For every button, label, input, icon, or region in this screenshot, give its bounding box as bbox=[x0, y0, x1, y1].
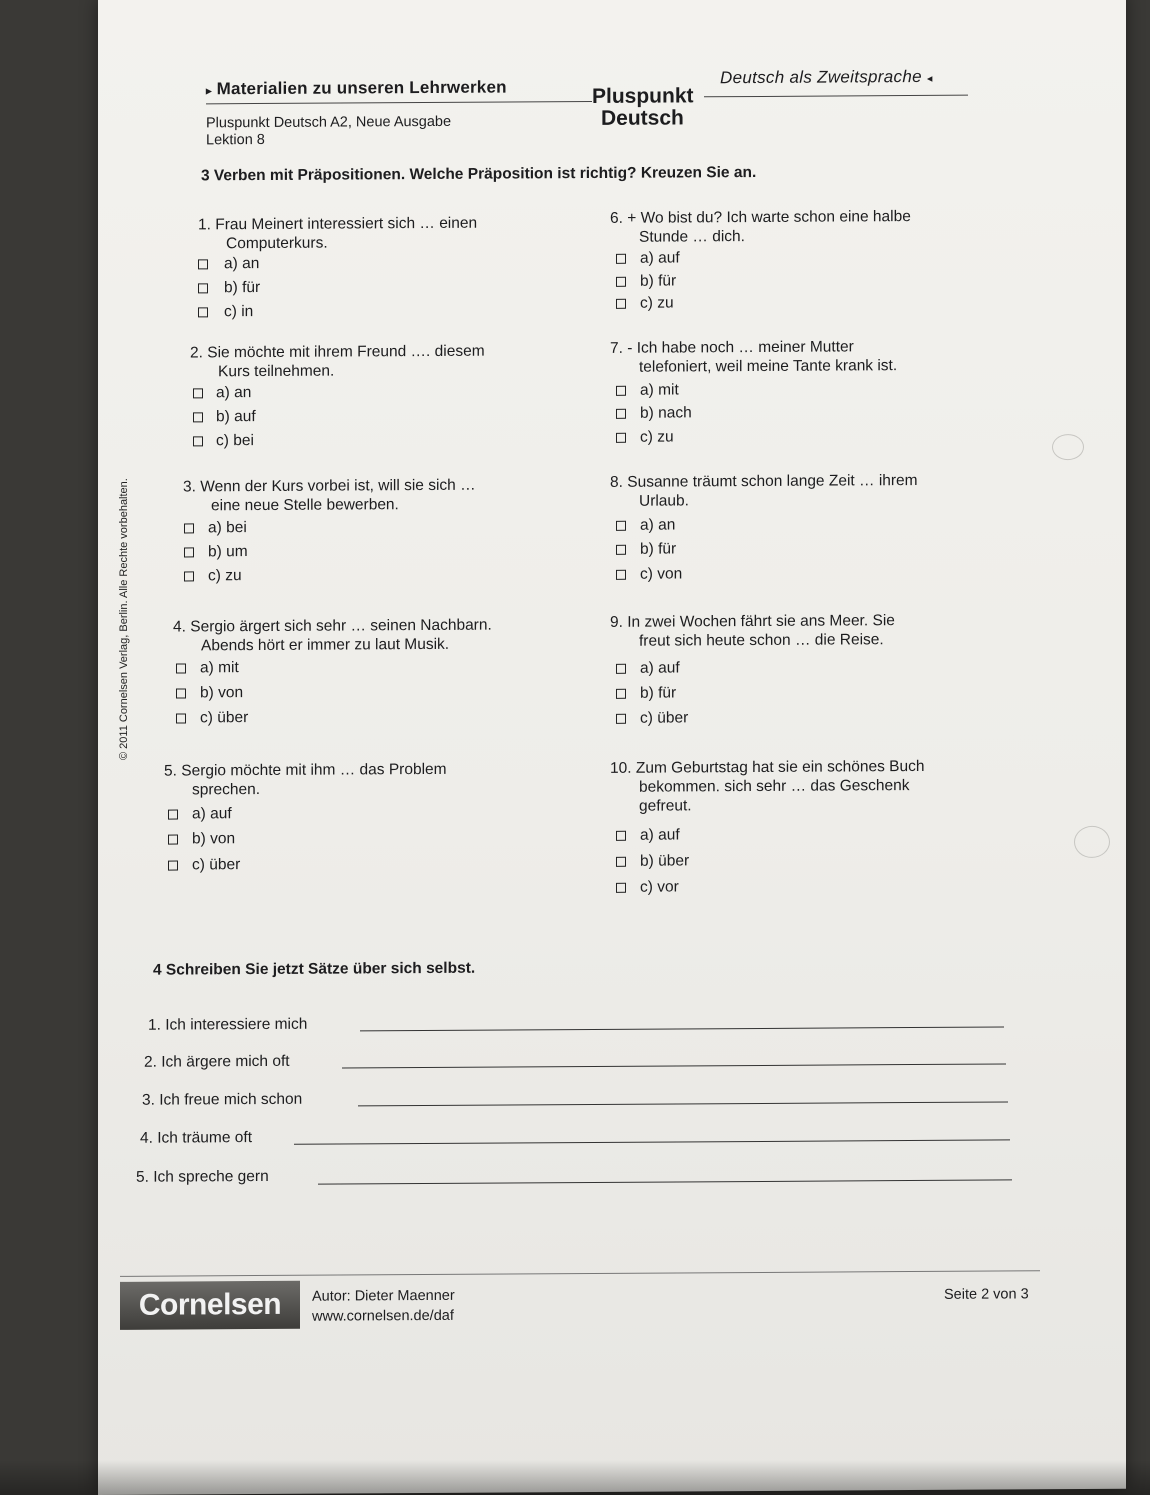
option-8b: b) für bbox=[640, 540, 677, 558]
answer-line-3[interactable] bbox=[358, 1101, 1008, 1106]
option-8c: c) von bbox=[640, 565, 683, 583]
option-2a: a) an bbox=[216, 384, 252, 402]
book-title: Pluspunkt Deutsch A2, Neue Ausgabe bbox=[206, 113, 452, 132]
checkbox-icon[interactable] bbox=[168, 861, 178, 871]
punch-hole-bottom bbox=[1074, 826, 1110, 858]
header-right bbox=[720, 67, 933, 88]
option-7a: a) mit bbox=[640, 381, 679, 399]
option-4a: a) mit bbox=[200, 659, 239, 677]
option-5c: c) über bbox=[192, 856, 241, 874]
checkbox-icon[interactable] bbox=[616, 883, 626, 893]
checkbox-icon[interactable] bbox=[198, 283, 208, 293]
option-6b: b) für bbox=[640, 272, 677, 290]
checkbox-icon[interactable] bbox=[616, 409, 626, 419]
question-6: 6. + Wo bist du? Ich warte schon eine halbe Stunde … dich. bbox=[610, 208, 911, 246]
arrow-right-icon: ▸ bbox=[206, 85, 212, 98]
checkbox-icon[interactable] bbox=[168, 835, 178, 845]
footer-author: Autor: Dieter Maenner bbox=[312, 1287, 455, 1305]
exercise-4-heading: 4 Schreiben Sie jetzt Sätze über sich selbst. bbox=[153, 959, 476, 979]
brand-name-line2: Deutsch bbox=[601, 106, 684, 130]
option-10b: b) über bbox=[640, 852, 690, 870]
question-4: 4. Sergio ärgert sich sehr … seinen Nachbarn. Abends hört er immer zu laut Musik. bbox=[173, 616, 492, 655]
punch-hole-top bbox=[1052, 434, 1084, 460]
checkbox-icon[interactable] bbox=[616, 254, 626, 264]
option-4b: b) von bbox=[200, 684, 244, 702]
prompt-5: 5. Ich spreche gern bbox=[136, 1167, 269, 1186]
option-9c: c) über bbox=[640, 709, 689, 727]
checkbox-icon[interactable] bbox=[193, 436, 203, 446]
question-10: 10. Zum Geburtstag hat sie ein schönes Buch bekommen. sich sehr … das Geschenk gefreut. bbox=[610, 757, 925, 815]
checkbox-icon[interactable] bbox=[184, 523, 194, 533]
prompt-2: 2. Ich ärgere mich oft bbox=[144, 1052, 290, 1071]
option-3a: a) bei bbox=[208, 519, 247, 537]
answer-line-5[interactable] bbox=[318, 1179, 1012, 1184]
header-rule-right bbox=[704, 95, 968, 98]
checkbox-icon[interactable] bbox=[616, 664, 626, 674]
arrow-left-icon: ◂ bbox=[926, 72, 933, 85]
option-10c: c) vor bbox=[640, 878, 679, 896]
question-2: 2. Sie möchte mit ihrem Freund …. diesem Kurs teilnehmen. bbox=[190, 342, 485, 381]
option-10a: a) auf bbox=[640, 826, 680, 844]
checkbox-icon[interactable] bbox=[193, 388, 203, 398]
option-7c: c) zu bbox=[640, 428, 674, 446]
checkbox-icon[interactable] bbox=[616, 570, 626, 580]
footer-rule bbox=[120, 1270, 1040, 1277]
question-8: 8. Susanne träumt schon lange Zeit … ihrem Urlaub. bbox=[610, 471, 918, 510]
header-left bbox=[206, 78, 507, 100]
checkbox-icon[interactable] bbox=[616, 714, 626, 724]
checkbox-icon[interactable] bbox=[616, 433, 626, 443]
desk-shadow bbox=[0, 1460, 1150, 1495]
checkbox-icon[interactable] bbox=[616, 689, 626, 699]
header-rule-left bbox=[206, 101, 592, 104]
checkbox-icon[interactable] bbox=[184, 547, 194, 557]
option-2b: b) auf bbox=[216, 408, 256, 426]
brand-name-line1: Pluspunkt bbox=[592, 84, 694, 108]
option-9a: a) auf bbox=[640, 659, 680, 677]
option-1a: a) an bbox=[224, 255, 260, 273]
question-9: 9. In zwei Wochen fährt sie ans Meer. Sie freut sich heute schon … die Reise. bbox=[610, 612, 895, 650]
prompt-1: 1. Ich interessiere mich bbox=[148, 1015, 308, 1034]
question-7: 7. - Ich habe noch … meiner Mutter telefoniert, weil meine Tante krank ist. bbox=[610, 338, 898, 376]
option-4c: c) über bbox=[200, 709, 249, 727]
option-3c: c) zu bbox=[208, 567, 242, 585]
option-6a: a) auf bbox=[640, 249, 680, 267]
option-2c: c) bei bbox=[216, 432, 254, 450]
option-6c: c) zu bbox=[640, 294, 674, 312]
exercise-3-heading: 3 Verben mit Präpositionen. Welche Präposition ist richtig? Kreuzen Sie an. bbox=[201, 163, 757, 185]
checkbox-icon[interactable] bbox=[616, 857, 626, 867]
question-1: 1. Frau Meinert interessiert sich … einen Computerkurs. bbox=[198, 214, 478, 253]
option-5a: a) auf bbox=[192, 805, 232, 823]
option-1b: b) für bbox=[224, 279, 261, 297]
checkbox-icon[interactable] bbox=[168, 810, 178, 820]
checkbox-icon[interactable] bbox=[184, 571, 194, 581]
prompt-4: 4. Ich träume oft bbox=[140, 1129, 252, 1147]
checkbox-icon[interactable] bbox=[616, 831, 626, 841]
checkbox-icon[interactable] bbox=[616, 386, 626, 396]
option-9b: b) für bbox=[640, 684, 677, 702]
checkbox-icon[interactable] bbox=[616, 277, 626, 287]
checkbox-icon[interactable] bbox=[198, 259, 208, 269]
worksheet-page bbox=[98, 0, 1126, 1495]
checkbox-icon[interactable] bbox=[198, 307, 208, 317]
checkbox-icon[interactable] bbox=[616, 545, 626, 555]
series-title: Materialien zu unseren Lehrwerken bbox=[216, 77, 507, 99]
answer-line-2[interactable] bbox=[342, 1063, 1006, 1068]
question-3: 3. Wenn der Kurs vorbei ist, will sie sich … eine neue Stelle bewerben. bbox=[183, 476, 476, 515]
checkbox-icon[interactable] bbox=[616, 299, 626, 309]
answer-line-4[interactable] bbox=[294, 1139, 1010, 1144]
copyright-note: © 2011 Cornelsen Verlag, Berlin. Alle Rechte vorbehalten. bbox=[118, 478, 130, 760]
footer-url[interactable]: www.cornelsen.de/daf bbox=[312, 1307, 454, 1325]
lesson-label: Lektion 8 bbox=[206, 131, 265, 149]
option-1c: c) in bbox=[224, 303, 254, 321]
checkbox-icon[interactable] bbox=[616, 521, 626, 531]
question-5: 5. Sergio möchte mit ihm … das Problem sprechen. bbox=[164, 760, 447, 799]
answer-line-1[interactable] bbox=[360, 1026, 1004, 1031]
prompt-3: 3. Ich freue mich schon bbox=[142, 1090, 303, 1109]
page-number: Seite 2 von 3 bbox=[944, 1286, 1029, 1303]
course-type: Deutsch als Zweitsprache bbox=[720, 66, 922, 88]
checkbox-icon[interactable] bbox=[193, 412, 203, 422]
checkbox-icon[interactable] bbox=[176, 688, 186, 698]
option-5b: b) von bbox=[192, 830, 236, 848]
option-8a: a) an bbox=[640, 516, 676, 534]
option-7b: b) nach bbox=[640, 404, 692, 422]
checkbox-icon[interactable] bbox=[176, 713, 186, 723]
option-3b: b) um bbox=[208, 543, 248, 561]
cornelsen-logo: Cornelsen bbox=[120, 1281, 300, 1330]
checkbox-icon[interactable] bbox=[176, 663, 186, 673]
